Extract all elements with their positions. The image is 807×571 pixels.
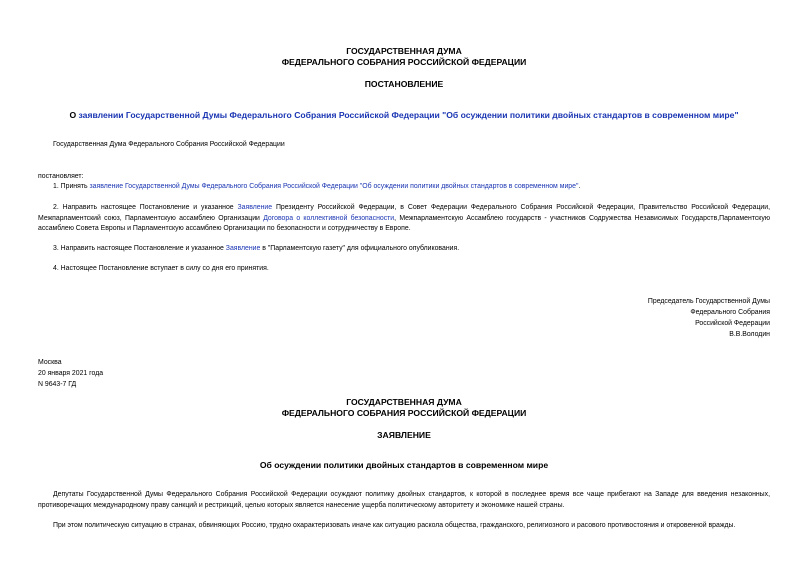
- statement-paragraph-1: Депутаты Государственной Думы Федерального Собрания Российской Федерации осуждают политику двойных стандартов, к которой в последнее время все чаще прибегают на Западе для введения незаконных, противоречащих международному праву санкций и рестрикций, целью которых является нанесение ущерба политическому авторитету и экономике нашей страны.: [38, 491, 770, 509]
- issuer: Государственная Дума Федерального Собрания Российской Федерации: [53, 141, 285, 148]
- signature-line-1: Председатель Государственной Думы: [647, 298, 770, 305]
- resolution-title: [38, 110, 770, 121]
- title-link[interactable]: заявлении Государственной Думы Федерального Собрания Российской Федерации "Об осуждении политики двойных стандартов в современном мире": [78, 110, 739, 120]
- resolves-label: постановляет:: [38, 173, 84, 180]
- header-line-2: ФЕДЕРАЛЬНОГО СОБРАНИЯ РОССИЙСКОЙ ФЕДЕРАЦИИ: [281, 57, 527, 67]
- header2-line-1: ГОСУДАРСТВЕННАЯ ДУМА: [346, 397, 462, 407]
- signature-name: В.В.Володин: [729, 331, 770, 338]
- signature-line-3: Российской Федерации: [695, 320, 770, 327]
- title-prefix: О: [69, 110, 79, 120]
- item-3-text: 3. Направить настоящее Постановление и указанное: [53, 245, 226, 252]
- item-2-mid: Президенту Российской Федерации, в Совет Федерации Федерального Собрания Российской Федерации, Правительство Российской Федерации, Межпарламентский союз, Парламентскую ассамблею Организации: [38, 204, 771, 222]
- doc-type-resolution: ПОСТАНОВЛЕНИЕ: [364, 79, 444, 89]
- place-date-block: [38, 357, 103, 390]
- item-2-link-treaty[interactable]: Договора о коллективной безопасности: [263, 214, 395, 222]
- item-3-end: в "Парламентскую газету" для официального опубликования.: [260, 245, 460, 252]
- item-1: [53, 182, 770, 192]
- statement-subject: Об осуждении политики двойных стандартов в современном мире: [259, 460, 549, 470]
- item-2-link-statement[interactable]: Заявление: [237, 204, 273, 211]
- header2-line-2: ФЕДЕРАЛЬНОГО СОБРАНИЯ РОССИЙСКОЙ ФЕДЕРАЦИИ: [281, 408, 527, 418]
- city: Москва: [38, 359, 62, 366]
- signature-block: [470, 296, 770, 340]
- item-2: [38, 203, 770, 235]
- header-line-1: ГОСУДАРСТВЕННАЯ ДУМА: [346, 46, 462, 56]
- item-2-text: 2. Направить настоящее Постановление и указанное: [53, 204, 238, 211]
- item-2-end: , Межпарламентскую Ассамблею государств - участников Содружества Независимых Государств,Парламентскую ассамблею Совета Европы и Парламентскую ассамблею Организации по безопасности и сотрудничеству в Европе.: [38, 214, 770, 232]
- item-1-link[interactable]: заявление Государственной Думы Федерального Собрания Российской Федерации "Об осуждении политики двойных стандартов в современном мире": [89, 183, 579, 190]
- date: 20 января 2021 года: [38, 370, 104, 377]
- item-3: [53, 244, 770, 254]
- item-1-text: 1. Принять: [53, 183, 90, 190]
- doc-type-statement: ЗАЯВЛЕНИЕ: [377, 430, 431, 440]
- signature-line-2: Федерального Собрания: [690, 309, 770, 316]
- statement-paragraph-2: При этом политическую ситуацию в странах, обвиняющих Россию, трудно охарактеризовать иначе как ситуацию раскола общества, гражданского, религиозного и расового противостояния и откровенной вражды.: [53, 522, 736, 529]
- item-1-end: .: [578, 183, 581, 190]
- item-3-link[interactable]: Заявление: [225, 245, 261, 252]
- item-4: 4. Настоящее Постановление вступает в силу со дня его принятия.: [53, 265, 269, 272]
- document-number: N 9643-7 ГД: [38, 381, 77, 388]
